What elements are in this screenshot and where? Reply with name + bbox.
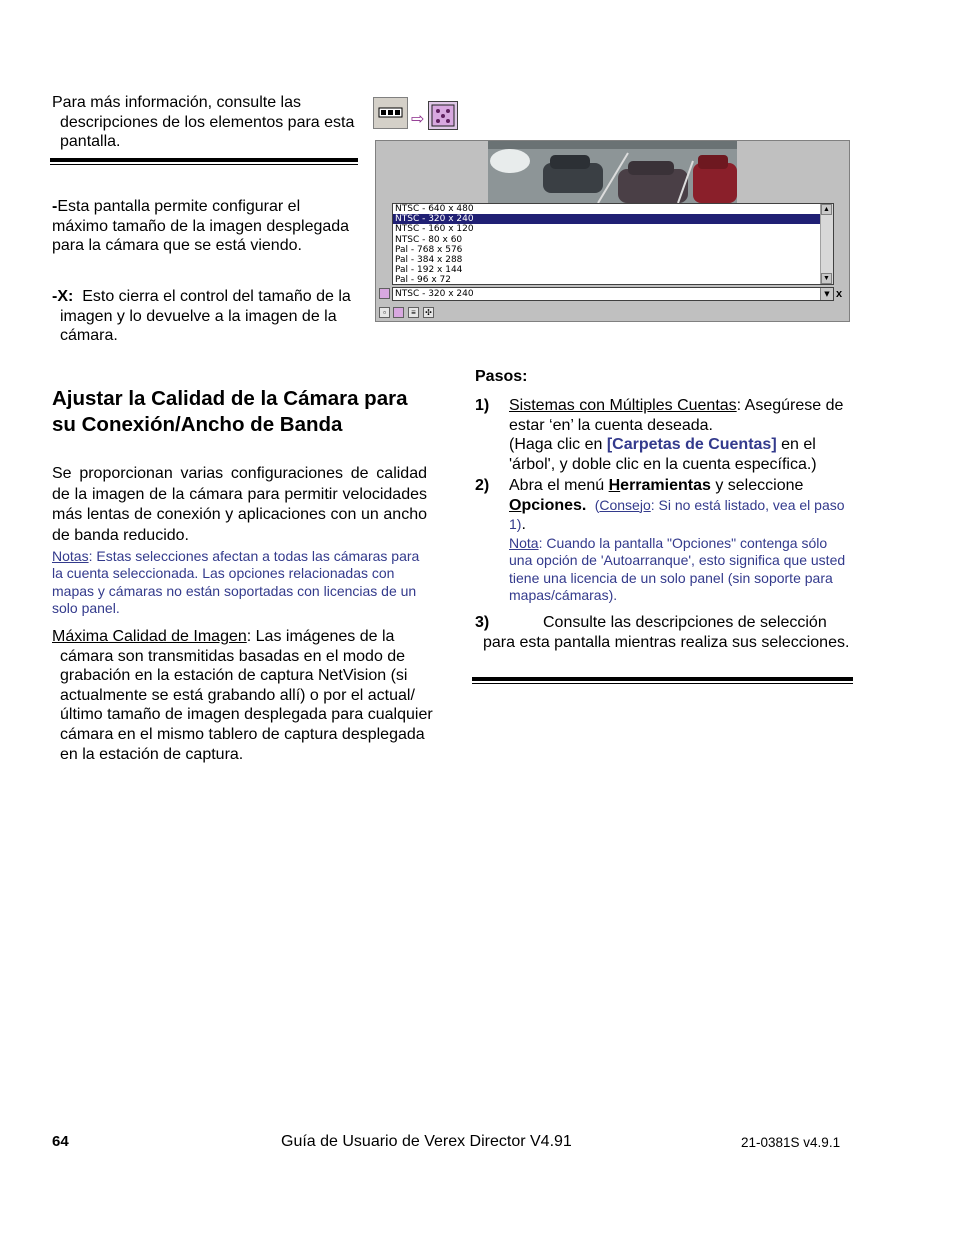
list-item[interactable]: Pal - 96 x 72 — [395, 275, 451, 286]
combo-dropdown-icon[interactable]: ▼ — [820, 288, 833, 300]
tip-text: : Si no está listado, vea el paso 1) — [509, 496, 845, 533]
step2-note — [509, 535, 854, 605]
desc-prefix: - — [52, 198, 58, 215]
step3-number: 3) — [475, 614, 490, 631]
step2-number: 2) — [475, 477, 490, 494]
image-size-screenshot — [375, 140, 850, 322]
list-rows — [393, 204, 833, 286]
max-quality-paragraph — [52, 627, 435, 764]
max-quality-label: Máxima Calidad de Imagen — [52, 628, 247, 645]
step1-link: Sistemas con Múltiples Cuentas — [509, 397, 737, 414]
camera-image — [488, 141, 737, 203]
quality-grid-icon — [429, 102, 457, 129]
step2-b: y seleccione — [710, 477, 804, 494]
list-item[interactable]: Pal - 192 x 144 — [395, 265, 463, 276]
divider-top-thin — [50, 164, 358, 165]
arrow-icon: ⇨ — [411, 111, 425, 128]
list-item[interactable]: NTSC - 320 x 240 — [393, 214, 833, 224]
close-button[interactable]: x — [836, 288, 843, 300]
max-quality-text: : Las imágenes de la cámara son transmitidas basadas en el modo de grabación en la estación de captura NetVision (si actualmente se está grabando allí) o por el actual/último tamaño de imagen desplegada para cualquier cámara en el mismo tablero de captura desplegada en la estación de captura. — [60, 628, 433, 763]
combo-value: NTSC - 320 x 240 — [395, 289, 474, 299]
toolbar-quality-icon[interactable] — [393, 307, 404, 318]
list-item[interactable]: NTSC - 160 x 120 — [395, 224, 474, 235]
step1-paren-b: en el 'árbol', y doble clic en la cuenta específica.) — [509, 436, 817, 473]
list-scrollbar[interactable] — [820, 204, 833, 284]
notes-label: Notas — [52, 548, 89, 564]
menu-h: H — [608, 477, 621, 494]
close-desc: Esto cierra el control del tamaño de la imagen y lo devuelve a la imagen de la cámara. — [60, 288, 351, 345]
option-rest: pciones. — [521, 496, 587, 514]
section-intro: Se proporcionan varias configuraciones de calidad de la imagen de la cámara para permitir velocidades más lentas de conexión y aplicaciones con un ancho de banda reducido. — [52, 465, 427, 544]
note-label: Nota — [509, 534, 539, 551]
image-size-toolbar-button[interactable] — [373, 97, 408, 129]
size-icon — [379, 288, 390, 299]
description-close — [52, 287, 365, 346]
info-text: Para más información, consulte las descripciones de los elementos para esta pantalla. — [52, 94, 355, 151]
list-item[interactable]: Pal - 384 x 288 — [395, 254, 463, 265]
page-number: 64 — [52, 1133, 69, 1150]
close-label: -X: — [52, 288, 74, 305]
camera-quality-button[interactable] — [428, 101, 458, 130]
option-o: O — [509, 496, 522, 514]
tip-label: Consejo — [599, 496, 651, 513]
image-size-combo[interactable] — [392, 287, 834, 301]
description-screen — [52, 197, 357, 256]
list-item[interactable]: NTSC - 80 x 60 — [395, 234, 463, 245]
divider-steps — [472, 677, 853, 681]
notes-text: : Estas selecciones afectan a todas las cámaras para la cuenta seleccionada. Las opciones relacionadas con mapas y cámaras no están soportadas con licencias de un solo panel. — [52, 548, 420, 617]
step1 — [509, 396, 854, 474]
desc-text: Esta pantalla permite configurar el máximo tamaño de la imagen desplegada para la cámara que se está viendo. — [52, 198, 350, 255]
note-text: : Cuando la pantalla "Opciones" contenga sólo una opción de 'Autoarranque', esto significa que usted tiene una licencia de un solo panel (sin soporte para mapas/cámaras). — [509, 534, 846, 603]
image-size-icon — [374, 98, 407, 128]
doc-number: 21-0381S v4.9.1 — [741, 1135, 841, 1150]
scroll-up-icon[interactable]: ▲ — [821, 204, 832, 215]
step1-number: 1) — [475, 397, 490, 414]
step3-text: Consulte las descripciones de selección para esta pantalla mientras realiza sus selecciones. — [483, 614, 850, 651]
toolbar-tools-icon[interactable]: ✣ — [423, 307, 434, 318]
list-item[interactable]: NTSC - 640 x 480 — [395, 204, 474, 214]
tip-open: ( — [594, 496, 600, 513]
account-folders-link: [Carpetas de Cuentas] — [606, 436, 777, 454]
parking-lot-picture — [488, 141, 737, 203]
steps-heading: Pasos: — [475, 368, 528, 385]
step2-a: Abra el menú — [509, 477, 609, 494]
footer-title: Guía de Usuario de Verex Director V4.91 — [281, 1133, 572, 1150]
divider-top — [50, 158, 358, 162]
list-item[interactable]: Pal - 768 x 576 — [395, 244, 463, 255]
notes — [52, 548, 427, 618]
section-title: Ajustar la Calidad de la Cámara para su Conexión/Ancho de Banda — [52, 387, 408, 436]
toolbar-list-icon[interactable]: ≡ — [408, 307, 419, 318]
step1-paren-a: (Haga clic en — [509, 436, 607, 454]
scroll-down-icon[interactable]: ▼ — [821, 273, 832, 284]
menu-rest: erramientas — [620, 477, 711, 494]
toolbar-stop-icon[interactable]: ▫ — [379, 307, 390, 318]
image-size-list[interactable] — [392, 203, 834, 285]
step2 — [509, 476, 854, 604]
step1-text: : Asegúrese de estar ‘en’ la cuenta deseada. — [509, 397, 844, 434]
tip-period: . — [521, 516, 526, 534]
divider-steps-thin — [472, 683, 853, 684]
